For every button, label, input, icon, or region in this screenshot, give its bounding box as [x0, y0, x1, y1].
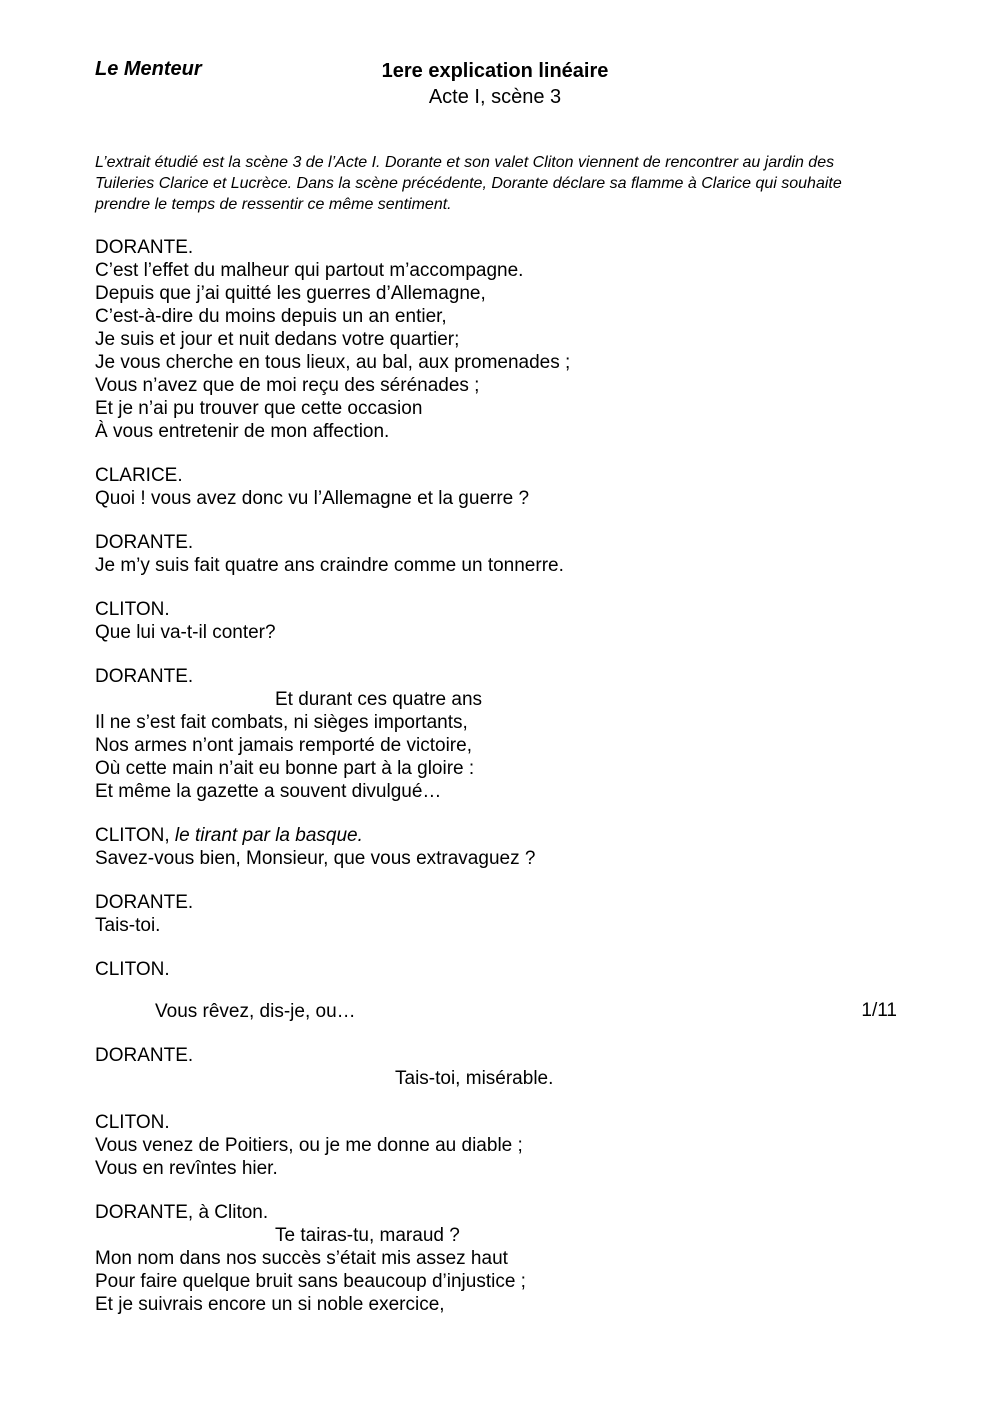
verse-line: Et je suivrais encore un si noble exercice,: [95, 1294, 445, 1315]
speech-cliton-2: [95, 824, 915, 870]
speaker-name: DORANTE, à Cliton.: [95, 1202, 269, 1223]
verse-line: Depuis que j’ai quitté les guerres d’Allemagne,: [95, 283, 486, 304]
verse-line: Savez-vous bien, Monsieur, que vous extravaguez ?: [95, 848, 536, 869]
speaker-name: CLARICE.: [95, 465, 183, 486]
work-title: Le Menteur: [95, 58, 202, 80]
verse-line: C’est l’effet du malheur qui partout m’accompagne.: [95, 260, 524, 281]
speaker-line: [95, 824, 915, 847]
stage-direction: le tirant par la basque.: [174, 825, 363, 846]
section-subtitle: Acte I, scène 3: [428, 86, 562, 108]
speaker-name: CLITON.: [95, 1112, 170, 1133]
speaker-name: DORANTE.: [95, 237, 194, 258]
verse-line: Nos armes n’ont jamais remporté de victoire,: [95, 735, 472, 756]
verse-line: Je suis et jour et nuit dedans votre quartier;: [95, 329, 460, 350]
section-title: 1ere explication linéaire: [381, 60, 609, 82]
intro-paragraph: L’extrait étudié est la scène 3 de l’Acte I. Dorante et son valet Cliton viennent de rencontrer au jardin des Tuileries Clarice et Lucrèce. Dans la scène précédente, Dorante déclare sa flamme à Clarice qui souhaite prendre le temps de ressentir ce même sentiment.: [95, 154, 842, 213]
speech-dorante-3: [95, 665, 915, 803]
speaker-name: CLITON.: [95, 599, 170, 620]
speaker-name: DORANTE.: [95, 892, 194, 913]
verse-line: Vous rêvez, dis-je, ou…: [155, 1001, 356, 1022]
page-number: 1/11: [861, 1000, 897, 1021]
verse-line: Je vous cherche en tous lieux, au bal, aux promenades ;: [95, 352, 571, 373]
verse-line: Et durant ces quatre ans: [275, 689, 483, 710]
verse-line: Vous venez de Poitiers, ou je me donne au diable ;: [95, 1135, 523, 1156]
verse-line: Et même la gazette a souvent divulgué…: [95, 781, 442, 802]
speech-cliton-4: [95, 1111, 915, 1180]
verse-line: Il ne s’est fait combats, ni sièges importants,: [95, 712, 468, 733]
verse-line: Te tairas-tu, maraud ?: [275, 1225, 460, 1246]
verse-line: Que lui va-t-il conter?: [95, 622, 276, 643]
speaker-name: CLITON.: [95, 959, 170, 980]
speaker-name: DORANTE.: [95, 1045, 194, 1066]
speech-dorante-5: [95, 1044, 915, 1090]
verse-line: Pour faire quelque bruit sans beaucoup d’injustice ;: [95, 1271, 526, 1292]
speech-clarice: [95, 464, 915, 510]
speaker-name: DORANTE.: [95, 532, 194, 553]
speech-dorante-6: [95, 1201, 915, 1316]
verse-line: Vous en revîntes hier.: [95, 1158, 278, 1179]
play-text: [95, 236, 915, 1337]
speaker-name: CLITON,: [95, 825, 170, 846]
verse-line: Je m’y suis fait quatre ans craindre comme un tonnerre.: [95, 555, 564, 576]
verse-line: Mon nom dans nos succès s’était mis assez haut: [95, 1248, 508, 1269]
speech-dorante-1: [95, 236, 915, 443]
speech-cliton-3: [95, 958, 915, 1023]
header-center: [315, 58, 675, 110]
speaker-name: DORANTE.: [95, 666, 194, 687]
verse-line: C’est-à-dire du moins depuis un an entier,: [95, 306, 447, 327]
speech-cliton-1: [95, 598, 915, 644]
verse-line: Vous n’avez que de moi reçu des sérénades ;: [95, 375, 480, 396]
verse-line: À vous entretenir de mon affection.: [95, 421, 390, 442]
speech-dorante-4: [95, 891, 915, 937]
verse-line: Où cette main n’ait eu bonne part à la gloire :: [95, 758, 475, 779]
speech-dorante-2: [95, 531, 915, 577]
verse-line: Quoi ! vous avez donc vu l’Allemagne et la guerre ?: [95, 488, 530, 509]
verse-line: Et je n’ai pu trouver que cette occasion: [95, 398, 423, 419]
page-header: [95, 58, 915, 114]
verse-line: Tais-toi, misérable.: [395, 1068, 554, 1089]
verse-line: Tais-toi.: [95, 915, 161, 936]
